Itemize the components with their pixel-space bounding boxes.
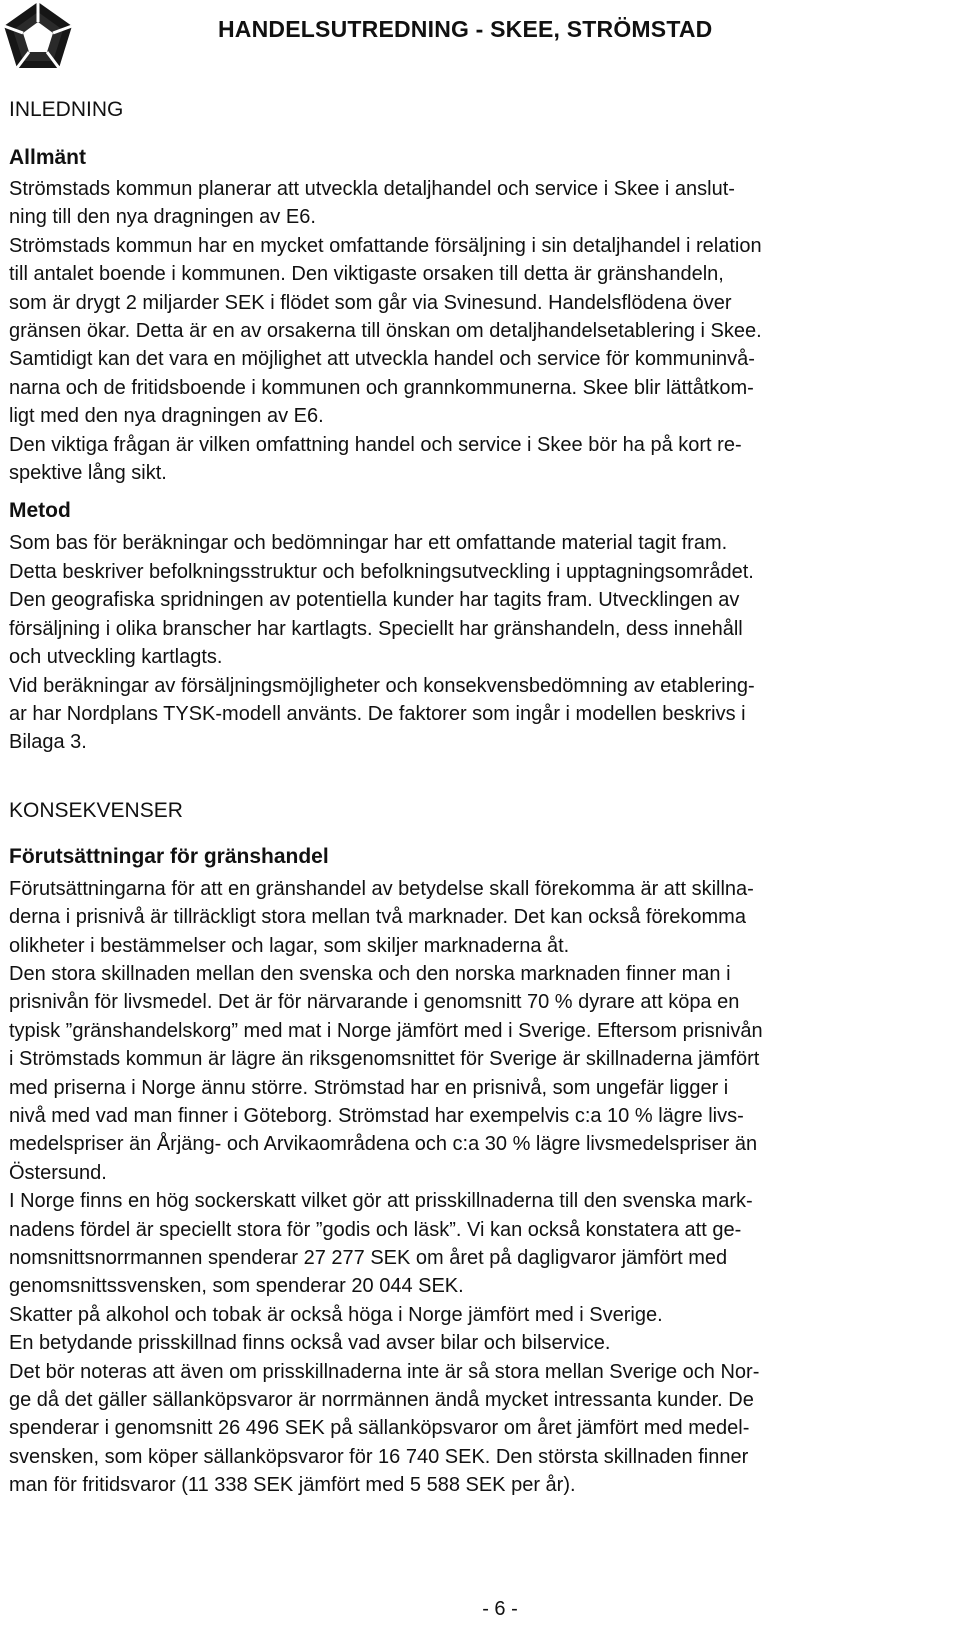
text-line: ge då det gäller sällanköpsvaror är norrmännen ändå mycket intressanta kunder. De: [9, 1389, 754, 1412]
text-line: och utveckling kartlagts.: [9, 646, 223, 669]
text-line: olikheter i bestämmelser och lagar, som skiljer marknaderna åt.: [9, 934, 570, 957]
text-line: genomsnittssvensken, som spenderar 20 044 SEK.: [9, 1275, 464, 1298]
text-line: till antalet boende i kommunen. Den viktigaste orsaken till detta är gränshandeln,: [9, 263, 724, 286]
text-line: Den stora skillnaden mellan den svenska och den norska marknaden finner man i: [9, 962, 731, 985]
text-line: som är drygt 2 miljarder SEK i flödet som går via Svinesund. Handelsflödena över: [9, 291, 732, 314]
document-header-title: HANDELSUTREDNING - SKEE, STRÖMSTAD: [218, 16, 713, 42]
text-line: medelspriser än Årjäng- och Arvikaområdena och c:a 30 % lägre livsmedelspriser än: [9, 1133, 758, 1156]
pentagon-logo-icon: [2, 0, 74, 72]
text-line: derna i prisnivå är tillräckligt stora mellan två marknader. Det kan också förekomma: [9, 906, 746, 929]
text-line: nomsnittsnorrmannen spenderar 27 277 SEK om året på dagligvaror jämfört med: [9, 1247, 728, 1269]
text-line: man för fritidsvaror (11 338 SEK jämfört med 5 588 SEK per år).: [9, 1474, 576, 1497]
section-heading: KONSEKVENSER: [9, 798, 183, 822]
text-line: Strömstads kommun har en mycket omfattande försäljning i sin detaljhandel i relation: [9, 234, 762, 257]
text-line: Vid beräkningar av försäljningsmöjligheter och konsekvensbedömning av etablering-: [9, 674, 755, 697]
text-line: ning till den nya dragningen av E6.: [9, 206, 316, 229]
text-line: Skatter på alkohol och tobak är också höga i Norge jämfört med i Sverige.: [9, 1303, 663, 1326]
text-line: I Norge finns en hög sockerskatt vilket gör att prisskillnaderna till den svenska mark-: [9, 1190, 753, 1213]
text-line: Strömstads kommun planerar att utveckla detaljhandel och service i Skee i anslut-: [9, 178, 735, 200]
section-inledning: [9, 96, 944, 757]
text-line: nivå med vad man finner i Göteborg. Strömstad har exempelvis c:a 10 % lägre livs-: [9, 1104, 744, 1127]
document-body: [9, 96, 944, 1500]
text-line: spenderar i genomsnitt 26 496 SEK på sällanköpsvaror om året jämfört med medel-: [9, 1417, 750, 1440]
text-line: En betydande prisskillnad finns också vad avser bilar och bilservice.: [9, 1332, 611, 1355]
section-konsekvenser: [9, 797, 944, 1500]
subsection-title: Allmänt: [9, 146, 87, 169]
text-line: Den geografiska spridningen av potentiella kunder har tagits fram. Utvecklingen av: [9, 589, 740, 612]
page-number: - 6 -: [482, 1598, 518, 1620]
paragraph-allmant: [9, 175, 944, 487]
text-line: försäljning i olika branscher har kartlagts. Speciellt har gränshandeln, dess innehåll: [9, 617, 743, 640]
text-line: gränsen ökar. Detta är en av orsakerna till önskan om detaljhandelsetablering i Skee.: [9, 320, 762, 343]
text-line: ligt med den nya dragningen av E6.: [9, 405, 324, 428]
subsection-title: Förutsättningar för gränshandel: [9, 844, 329, 868]
text-line: narna och de fritidsboende i kommunen och grannkommunerna. Skee blir lättåtkom-: [9, 376, 754, 399]
section-heading: INLEDNING: [9, 98, 124, 121]
paragraph-forutsattningar: [9, 875, 944, 1500]
text-line: Det bör noteras att även om prisskillnaderna inte är så stora mellan Sverige och Nor-: [9, 1360, 760, 1383]
subsection-title: Metod: [9, 499, 71, 523]
text-line: prisnivån för livsmedel. Det är för närvarande i genomsnitt 70 % dyrare att köpa en: [9, 991, 740, 1014]
text-line: Den viktiga frågan är vilken omfattning handel och service i Skee bör ha på kort re-: [9, 433, 742, 456]
text-line: typisk ”gränshandelskorg” med mat i Norge jämfört med i Sverige. Eftersom prisnivån: [9, 1019, 763, 1042]
text-line: Som bas för beräkningar och bedömningar har ett omfattande material tagit fram.: [9, 532, 728, 555]
text-line: nadens fördel är speciellt stora för ”godis och läsk”. Vi kan också konstatera att ge-: [9, 1218, 742, 1241]
text-line: Förutsättningarna för att en gränshandel av betydelse skall förekomma är att skillna-: [9, 877, 754, 900]
text-line: Östersund.: [9, 1161, 107, 1184]
text-line: Bilaga 3.: [9, 731, 87, 754]
text-line: ar har Nordplans TYSK-modell använts. De faktorer som ingår i modellen beskrivs i: [9, 702, 746, 725]
text-line: Detta beskriver befolkningsstruktur och befolkningsutveckling i upptagningsområdet.: [9, 560, 754, 583]
text-line: svensken, som köper sällanköpsvaror för 16 740 SEK. Den största skillnaden finner: [9, 1445, 749, 1468]
paragraph-metod: [9, 529, 944, 756]
text-line: i Strömstads kommun är lägre än riksgenomsnittet för Sverige är skillnaderna jämfört: [9, 1048, 760, 1071]
text-line: med priserna i Norge ännu större. Strömstad har en prisnivå, som ungefär ligger i: [9, 1076, 729, 1099]
text-line: spektive lång sikt.: [9, 462, 167, 485]
text-line: Samtidigt kan det vara en möjlighet att utveckla handel och service för kommuninvå-: [9, 348, 755, 371]
